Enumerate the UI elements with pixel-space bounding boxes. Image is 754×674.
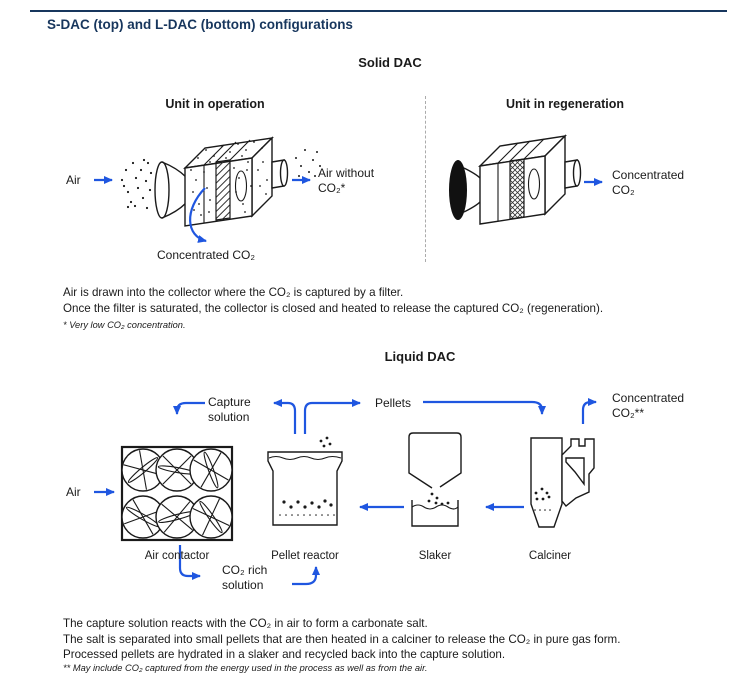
regen-conc-line2: CO₂: [612, 182, 635, 197]
calciner-to-co2-arrow: [583, 402, 596, 424]
capture-line2: solution: [208, 409, 250, 424]
air-contactor-label: Air contactor: [144, 550, 210, 562]
solid-caption-line2: Once the filter is saturated, the collector is closed and heated to release the captured CO₂ (regeneration).: [63, 302, 604, 315]
intake-bell-rim: [155, 162, 169, 218]
slaker-dots: [428, 493, 450, 506]
page-title: S-DAC (top) and L-DAC (bottom) configurations: [47, 17, 353, 32]
concentrated-co2-label-regeneration: [612, 168, 684, 197]
liquid-conc-line2: CO₂**: [612, 405, 644, 420]
air-label-solid: Air: [66, 173, 81, 187]
title-rule: [30, 10, 727, 12]
capture-line1: Capture: [208, 395, 251, 409]
rich-line2: solution: [222, 577, 264, 592]
concentrated-co2-label-operation: Concentrated CO₂: [157, 248, 256, 262]
liquid-caption-line2: The salt is separated into small pellets that are then heated in a calciner to release the CO₂ in pure gas form.: [63, 633, 621, 646]
rich-line1: CO₂ rich: [222, 563, 268, 577]
regen-outlet-rim: [574, 160, 581, 186]
capture-solution-label: [208, 395, 251, 424]
solid-dac-heading: Solid DAC: [358, 55, 422, 70]
air-dust-dots: [121, 159, 152, 209]
pellet-reactor-drawing: [268, 437, 342, 525]
reactor-to-pellets-arrow: [305, 403, 360, 434]
air-without-line2: CO₂*: [318, 180, 346, 195]
air-label-liquid: Air: [66, 485, 81, 499]
solid-footnote: * Very low CO₂ concentration.: [63, 320, 186, 330]
solid-caption-line1: Air is drawn into the collector where the CO₂ is captured by a filter.: [63, 286, 404, 299]
concentrated-co2-label-liquid: [612, 391, 684, 420]
pellets-label: Pellets: [375, 396, 412, 410]
liquid-footnote: ** May include CO₂ captured from the energy used in the process as well as from the air.: [63, 663, 428, 673]
dac-unit-operation-drawing: [94, 138, 321, 241]
regen-conc-line1: Concentrated: [612, 168, 685, 182]
filter-panel: [216, 160, 230, 220]
unit-operation-heading: Unit in operation: [165, 97, 265, 111]
solid-dac-diagram: [0, 120, 754, 285]
liquid-caption-line3: Processed pellets are hydrated in a slaker and recycled back into the capture solution.: [63, 648, 506, 661]
capture-to-contactor-arrow: [177, 403, 205, 414]
air-contactor-drawing: [122, 447, 232, 540]
pellet-reactor-label: Pellet reactor: [271, 550, 339, 562]
outlet-rim: [281, 160, 288, 186]
liquid-conc-line1: Concentrated: [612, 391, 685, 405]
closed-inlet: [449, 160, 467, 220]
calciner-drawing: [531, 438, 594, 527]
liquid-caption-line1: The capture solution reacts with the CO₂ in air to form a carbonate salt.: [63, 617, 428, 630]
co2-rich-solution-label: [222, 563, 267, 592]
rich-to-reactor-arrow: [292, 567, 316, 584]
reactor-to-capture-arrow: [274, 403, 295, 434]
regen-filter-panel: [510, 159, 524, 219]
calciner-label: Calciner: [528, 550, 572, 562]
dac-unit-regeneration-drawing: [449, 136, 602, 224]
slaker-drawing: [409, 433, 461, 526]
air-without-co2-label: [318, 166, 374, 195]
liquid-dac-heading: Liquid DAC: [384, 349, 456, 364]
unit-regeneration-heading: Unit in regeneration: [505, 97, 625, 111]
pellets-to-calciner-arrow: [423, 402, 542, 414]
air-without-line1: Air without: [318, 166, 375, 180]
slaker-label: Slaker: [418, 550, 452, 562]
